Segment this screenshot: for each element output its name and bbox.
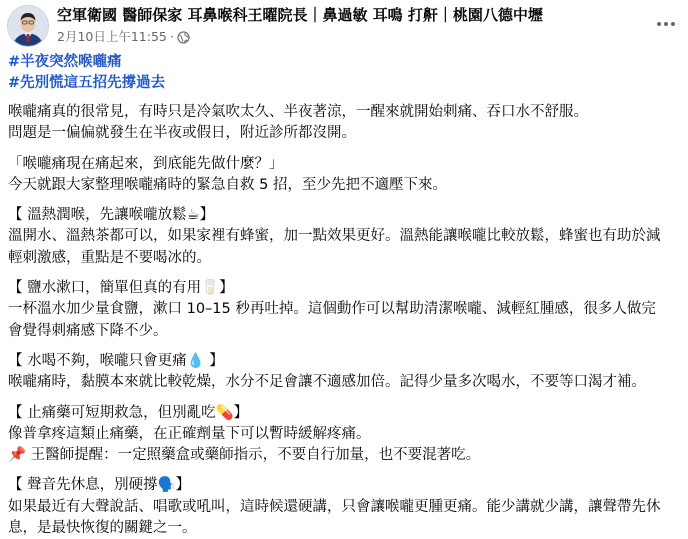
meta-separator: · bbox=[169, 29, 174, 44]
text-line: 一杯溫水加少量食鹽，漱口 10–15 秒再吐掉。這個動作可以幫助清潔喉嚨、減輕紅腫感，很多人做完 bbox=[8, 301, 656, 318]
hashtag-link[interactable]: #半夜突然喉嚨痛 bbox=[8, 54, 122, 70]
avatar-portrait bbox=[8, 6, 48, 46]
tip-section bbox=[8, 205, 682, 269]
text-line: 輕刺激感，重點是不要喝冰的。 bbox=[8, 249, 211, 266]
post-header bbox=[0, 0, 688, 52]
text-line: 「喉嚨痛現在痛起來，到底能先做什麼？」 bbox=[8, 155, 284, 172]
author-name[interactable]: 空軍衛國 醫師保家 耳鼻喉科王曜院長｜鼻過敏 耳鳴 打鼾｜桃園八德中壢 bbox=[57, 6, 543, 24]
tip-section bbox=[8, 351, 682, 394]
text-line: 像普拿疼這類止痛藥，在正確劑量下可以暫時緩解疼痛。 bbox=[8, 425, 371, 442]
doctor-reminder: 📌 王醫師提醒：一定照藥盒或藥師指示，不要自行加量，也不要混著吃。 bbox=[8, 447, 481, 464]
hashtag-link[interactable]: #先別慌這五招先撐過去 bbox=[8, 75, 166, 91]
post-timestamp[interactable]: 2月10日上午11:55 bbox=[57, 29, 167, 44]
more-horizontal-icon bbox=[656, 21, 676, 27]
text-line: 如果最近有大聲說話、唱歌或吼叫，這時候還硬講，只會讓喉嚨更腫更痛。能少講就少講，讓聲帶先休 bbox=[8, 498, 661, 515]
text-line: 溫開水、溫熱茶都可以，如果家裡有蜂蜜，加一點效果更好。溫熱能讓喉嚨比較放鬆，蜂蜜也有助於減 bbox=[8, 228, 661, 245]
tip-section bbox=[8, 403, 682, 467]
text-line: 喉嚨痛真的很常見，有時只是冷氣吹太久、半夜著涼，一醒來就開始刺痛、吞口水不舒服。 bbox=[8, 104, 588, 120]
post-meta bbox=[57, 28, 190, 46]
post-body bbox=[8, 52, 682, 539]
text-line: 會覺得刺痛感下降不少。 bbox=[8, 322, 168, 339]
tip-heading: 【 止痛藥可短期救急，但別亂吃💊】 bbox=[8, 404, 249, 421]
tip-section bbox=[8, 475, 682, 539]
intro-paragraph bbox=[8, 102, 682, 145]
tip-heading: 【 水喝不夠，喉嚨只會更痛💧 】 bbox=[8, 352, 224, 369]
question-paragraph bbox=[8, 154, 682, 197]
text-line: 息，是最快恢復的關鍵之一。 bbox=[8, 520, 197, 537]
text-line: 問題是一偏偏就發生在半夜或假日，附近診所都沒開。 bbox=[8, 125, 356, 142]
author-avatar[interactable] bbox=[7, 5, 49, 47]
tip-heading: 【 溫熱潤喉，先讓喉嚨放鬆☕】 bbox=[8, 207, 215, 224]
more-options-button[interactable] bbox=[652, 12, 680, 36]
globe-icon[interactable] bbox=[177, 31, 190, 44]
text-line: 今天就跟大家整理喉嚨痛時的緊急自救 5 招，至少先把不適壓下來。 bbox=[8, 176, 447, 193]
tip-section bbox=[8, 278, 682, 342]
text-line: 喉嚨痛時，黏膜本來就比較乾燥，水分不足會讓不適感加倍。記得少量多次喝水，不要等口渴才補。 bbox=[8, 374, 646, 391]
tip-heading: 【 鹽水漱口，簡單但真的有用🥛】 bbox=[8, 280, 234, 297]
tip-heading: 【 聲音先休息，別硬撐🗣️】 bbox=[8, 477, 191, 494]
